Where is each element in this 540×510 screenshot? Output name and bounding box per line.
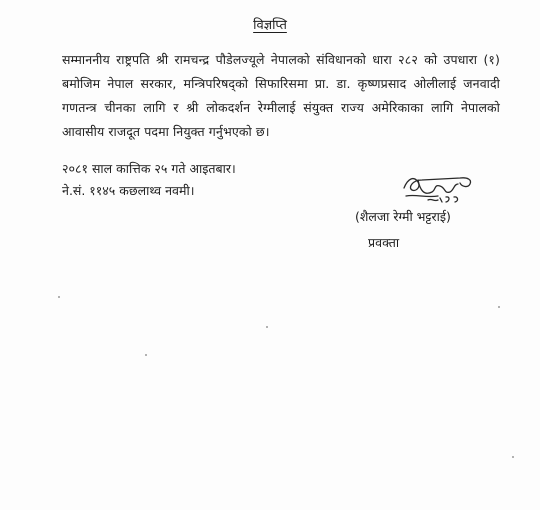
notice-title-text: विज्ञप्ति	[253, 18, 287, 33]
notice-title	[0, 17, 540, 35]
notice-body: सम्माननीय राष्ट्रपति श्री रामचन्द्र पौडेलज्यूले नेपालको संविधानको धारा २८२ को उपधारा (१) बमोजिम नेपाल सरकार, मन्त्रिपरिषद्को सिफारिसमा प्रा. डा. कृष्णप्रसाद ओलीलाई जनवादी गणतन्त्र चीनका लागि र श्री लोकदर्शन रेग्मीलाई संयुक्त राज्य अमेरिकाका लागि नेपालको आवासीय राजदूत पदमा नियुक्त गर्नुभएको छ।	[62, 52, 500, 139]
scan-speck	[498, 306, 500, 308]
signer-name: (शैलजा रेग्मी भट्टराई)	[355, 209, 451, 224]
handwritten-signature	[398, 166, 478, 208]
scan-speck	[145, 354, 147, 356]
signer-role: प्रवक्ता	[368, 235, 400, 250]
scan-speck	[58, 296, 60, 298]
nepal-sambat-line: ने.सं. ११४५ कछलाथ्व नवमी।	[62, 183, 195, 198]
scan-speck	[512, 456, 514, 458]
date-line: २०८१ साल कात्तिक २५ गते आइतबार।	[62, 161, 236, 176]
scan-speck	[266, 326, 268, 328]
